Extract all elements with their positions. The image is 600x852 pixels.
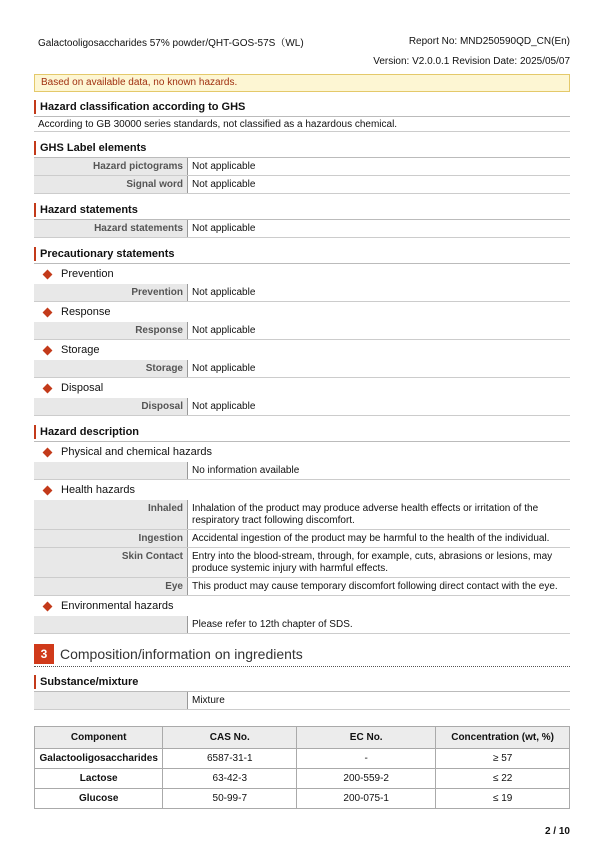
- kv-row: [34, 360, 570, 378]
- hazard-statements-section: [34, 203, 570, 220]
- diamond-bullet-icon: [43, 383, 53, 393]
- table-row: [35, 749, 570, 769]
- kv-row: [34, 578, 570, 596]
- table-cell: 200-075-1: [297, 789, 436, 809]
- table-cell: 6587-31-1: [163, 749, 297, 769]
- chapter-number-badge: 3: [34, 644, 54, 664]
- kv-row: [34, 530, 570, 548]
- kv-key: Hazard pictograms: [34, 158, 188, 175]
- kv-row: [34, 548, 570, 578]
- table-row: [35, 769, 570, 789]
- product-name: Galactooligosaccharides 57% powder/QHT-GOS-57S（WL): [38, 37, 304, 49]
- kv-row: [34, 220, 570, 238]
- table-cell: 50-99-7: [163, 789, 297, 809]
- kv-key: Hazard statements: [34, 220, 188, 237]
- ghs-classification-section: [34, 100, 570, 117]
- diamond-bullet-icon: [43, 307, 53, 317]
- sds-content: [34, 74, 570, 809]
- subheading-response: Response: [34, 302, 570, 322]
- chapter-title: Composition/information on ingredients: [60, 646, 303, 662]
- column-header: Component: [35, 727, 163, 749]
- table-cell: ≥ 57: [436, 749, 570, 769]
- kv-row: [34, 284, 570, 302]
- diamond-bullet-icon: [43, 485, 53, 495]
- precautionary-section: [34, 247, 570, 264]
- kv-row: [34, 616, 570, 634]
- kv-key: Storage: [34, 360, 188, 377]
- column-header: CAS No.: [163, 727, 297, 749]
- kv-row: [34, 176, 570, 194]
- table-cell: Galactooligosaccharides: [35, 749, 163, 769]
- label-elements-section: [34, 141, 570, 158]
- subheading-prevention: Prevention: [34, 264, 570, 284]
- subheading-environmental: Environmental hazards: [34, 596, 570, 616]
- diamond-bullet-icon: [43, 345, 53, 355]
- subheading-storage: Storage: [34, 340, 570, 360]
- kv-key: Disposal: [34, 398, 188, 415]
- table-cell: -: [297, 749, 436, 769]
- section-title: GHS Label elements: [34, 141, 570, 155]
- hazard-notice: Based on available data, no known hazards.: [34, 74, 570, 92]
- kv-key: Inhaled: [34, 500, 188, 529]
- subheading-physical: Physical and chemical hazards: [34, 442, 570, 462]
- ghs-classification-text: According to GB 30000 series standards, not classified as a hazardous chemical.: [34, 117, 570, 132]
- kv-value: Not applicable: [192, 161, 256, 172]
- section-title: Precautionary statements: [34, 247, 570, 261]
- kv-key: [34, 692, 188, 709]
- kv-value: Mixture: [192, 695, 225, 706]
- table-header-row: [35, 727, 570, 749]
- subheading-disposal: Disposal: [34, 378, 570, 398]
- kv-key: Signal word: [34, 176, 188, 193]
- hazard-description-section: [34, 425, 570, 442]
- kv-row: [34, 158, 570, 176]
- table-cell: ≤ 22: [436, 769, 570, 789]
- kv-key: Ingestion: [34, 530, 188, 547]
- section-title: Hazard statements: [34, 203, 570, 217]
- kv-value: Not applicable: [192, 325, 256, 336]
- diamond-bullet-icon: [43, 601, 53, 611]
- page-number: 2 / 10: [544, 826, 570, 837]
- kv-key: Eye: [34, 578, 188, 595]
- table-cell: 200-559-2: [297, 769, 436, 789]
- kv-value: Accidental ingestion of the product may be harmful to the health of the individual.: [192, 533, 550, 544]
- kv-value: Inhalation of the product may produce adverse health effects or irritation of the respiratory tract following discomfort.: [192, 503, 539, 526]
- kv-value: This product may cause temporary discomfort following direct contact with the eye.: [192, 581, 558, 592]
- diamond-bullet-icon: [43, 269, 53, 279]
- table-cell: Lactose: [35, 769, 163, 789]
- kv-value: Please refer to 12th chapter of SDS.: [192, 619, 353, 630]
- kv-value: Not applicable: [192, 179, 256, 190]
- kv-key: Prevention: [34, 284, 188, 301]
- version-info: Version: V2.0.0.1 Revision Date: 2025/05/07: [373, 55, 570, 67]
- chapter-heading: [34, 644, 570, 667]
- section-title: Substance/mixture: [34, 675, 570, 689]
- kv-value: No information available: [192, 465, 300, 476]
- kv-key: Skin Contact: [34, 548, 188, 577]
- kv-key: Response: [34, 322, 188, 339]
- column-header: Concentration (wt, %): [436, 727, 570, 749]
- kv-row: [34, 398, 570, 416]
- kv-key: [34, 462, 188, 479]
- composition-table: [34, 726, 570, 809]
- report-number: Report No: MND250590QD_CN(En): [408, 35, 570, 47]
- table-cell: ≤ 19: [436, 789, 570, 809]
- table-row: [35, 789, 570, 809]
- kv-value: Not applicable: [192, 363, 256, 374]
- page-header: [38, 30, 570, 70]
- kv-value: Not applicable: [192, 287, 256, 298]
- subheading-health: Health hazards: [34, 480, 570, 500]
- kv-row: [34, 462, 570, 480]
- substance-section: [34, 675, 570, 692]
- kv-row: [34, 692, 570, 710]
- kv-value: Not applicable: [192, 401, 256, 412]
- table-cell: Glucose: [35, 789, 163, 809]
- section-title: Hazard description: [34, 425, 570, 439]
- table-cell: 63-42-3: [163, 769, 297, 789]
- diamond-bullet-icon: [43, 447, 53, 457]
- kv-key: [34, 616, 188, 633]
- kv-value: Entry into the blood-stream, through, for example, cuts, abrasions or lesions, may produce systemic injury with harmful effects.: [192, 551, 553, 574]
- section-title: Hazard classification according to GHS: [34, 100, 570, 114]
- kv-row: [34, 500, 570, 530]
- column-header: EC No.: [297, 727, 436, 749]
- kv-value: Not applicable: [192, 223, 256, 234]
- kv-row: [34, 322, 570, 340]
